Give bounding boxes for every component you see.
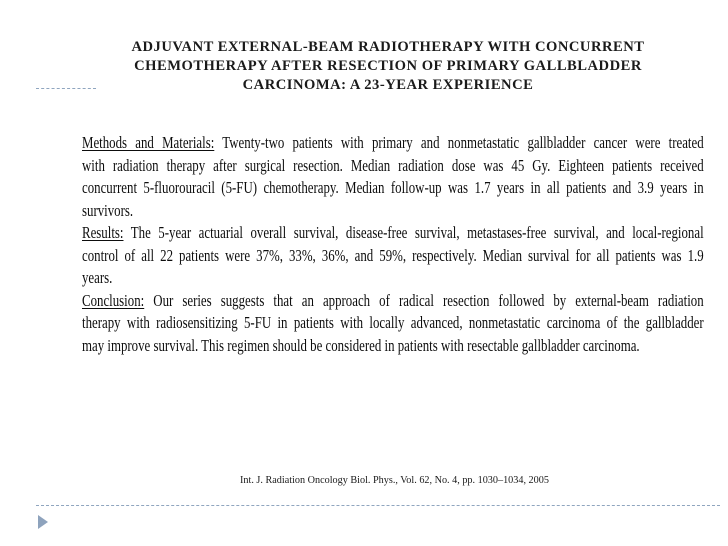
methods-line-1 (82, 132, 704, 155)
title-line-1: ADJUVANT EXTERNAL-BEAM RADIOTHERAPY WITH CONCURRENT (131, 39, 645, 55)
play-arrow-icon[interactable] (38, 515, 48, 529)
methods-text-1: Twenty-two patients with primary and nonmetastatic gallbladder cancer were treated (214, 133, 704, 152)
conclusion-text-1: Our series suggests that an approach of radical resection followed by external-beam radiation (144, 290, 704, 310)
results-line-1 (82, 222, 704, 245)
journal-citation: Int. J. Radiation Oncology Biol. Phys., Vol. 62, No. 4, pp. 1030–1034, 2005 (240, 475, 549, 486)
abstract-body (82, 132, 704, 357)
methods-line-4: survivors. (82, 200, 134, 220)
bottom-dashed-divider (36, 505, 720, 506)
results-text-1: The 5-year actuarial overall survival, disease-free survival, metastases-free survival, and local-regional (123, 223, 704, 242)
conclusion-label: Conclusion: (82, 290, 145, 310)
results-line-3: years. (82, 268, 113, 287)
title-line-2: CHEMOTHERAPY AFTER RESECTION OF PRIMARY GALLBLADDER (134, 58, 642, 74)
conclusion-line-1 (82, 290, 704, 313)
methods-line-3: concurrent 5-fluorouracil (5-FU) chemotherapy. Median follow-up was 1.7 years in all patients and 3.9 years in (82, 178, 704, 197)
results-label: Results: (82, 223, 124, 242)
title-line-3: CARCINOMA: A 23-YEAR EXPERIENCE (242, 77, 534, 93)
conclusion-line-3: may improve survival. This regimen should be considered in patients with resectable gallbladder carcinoma. (82, 335, 640, 355)
methods-line-2: with radiation therapy after surgical resection. Median radiation dose was 45 Gy. Eighteen patients received (82, 155, 704, 175)
methods-label: Methods and Materials: (82, 133, 215, 152)
top-dashed-divider (36, 88, 96, 89)
paper-title (60, 38, 716, 95)
results-line-2: control of all 22 patients were 37%, 33%, 36%, and 59%, respectively. Median survival for all patients was 1.9 (82, 245, 704, 265)
conclusion-line-2: therapy with radiosensitizing 5-FU in patients with locally advanced, nonmetastatic carcinoma of the gallbladder (82, 313, 704, 332)
